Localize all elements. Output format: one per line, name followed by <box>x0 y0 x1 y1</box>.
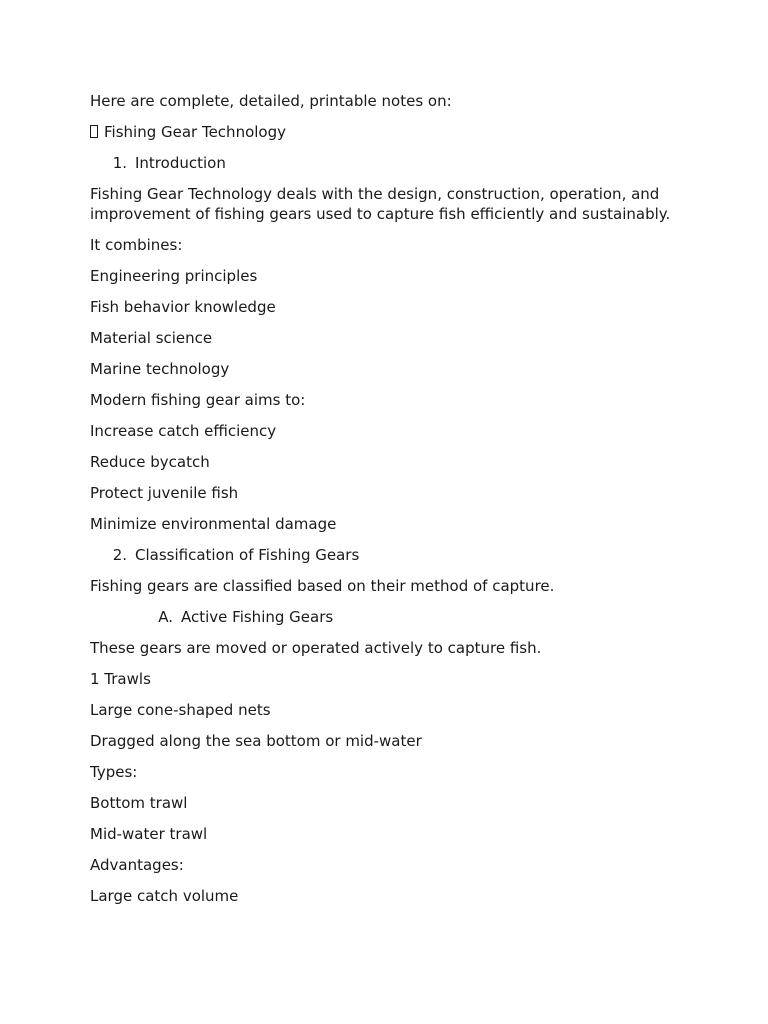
list-item: Reduce bycatch <box>90 453 210 471</box>
subsection-letter: A. <box>158 608 173 626</box>
section-number: 2. <box>112 546 127 564</box>
active-gears-text: These gears are moved or operated actively to capture fish. <box>90 639 542 657</box>
list-item: Mid-water trawl <box>90 825 208 843</box>
section-number: 1. <box>112 154 127 172</box>
section-label: Introduction <box>135 154 226 172</box>
combines-label: It combines: <box>90 236 183 254</box>
list-item: Marine technology <box>90 360 230 378</box>
section-label: Classification of Fishing Gears <box>135 546 360 564</box>
subsection-heading-active-gears <box>90 607 688 638</box>
list-item: Dragged along the sea bottom or mid-water <box>90 732 422 750</box>
list-item: Minimize environmental damage <box>90 515 337 533</box>
list-item: Increase catch efficiency <box>90 422 277 440</box>
aims-label: Modern fishing gear aims to: <box>90 391 306 409</box>
list-item: Bottom trawl <box>90 794 188 812</box>
classification-text: Fishing gears are classified based on their method of capture. <box>90 577 555 595</box>
missing-glyph-icon <box>90 125 98 138</box>
intro-line: Here are complete, detailed, printable notes on: <box>90 92 452 110</box>
section-heading-classification <box>90 545 688 576</box>
list-item: Fish behavior knowledge <box>90 298 276 316</box>
document-title <box>90 122 688 153</box>
section-heading-introduction <box>90 153 688 184</box>
list-item: Material science <box>90 329 213 347</box>
trawls-heading: 1 Trawls <box>90 670 151 688</box>
advantages-label: Advantages: <box>90 856 184 874</box>
list-item: Protect juvenile fish <box>90 484 239 502</box>
intro-paragraph: Fishing Gear Technology deals with the design, construction, operation, and improvement of fishing gears used to capture fish efficiently and sustainably. <box>90 185 671 223</box>
list-item: Large cone-shaped nets <box>90 701 271 719</box>
subsection-label: Active Fishing Gears <box>181 608 334 626</box>
list-item: Engineering principles <box>90 267 258 285</box>
types-label: Types: <box>90 763 138 781</box>
list-item: Large catch volume <box>90 887 239 905</box>
document-title-text: Fishing Gear Technology <box>104 123 286 141</box>
